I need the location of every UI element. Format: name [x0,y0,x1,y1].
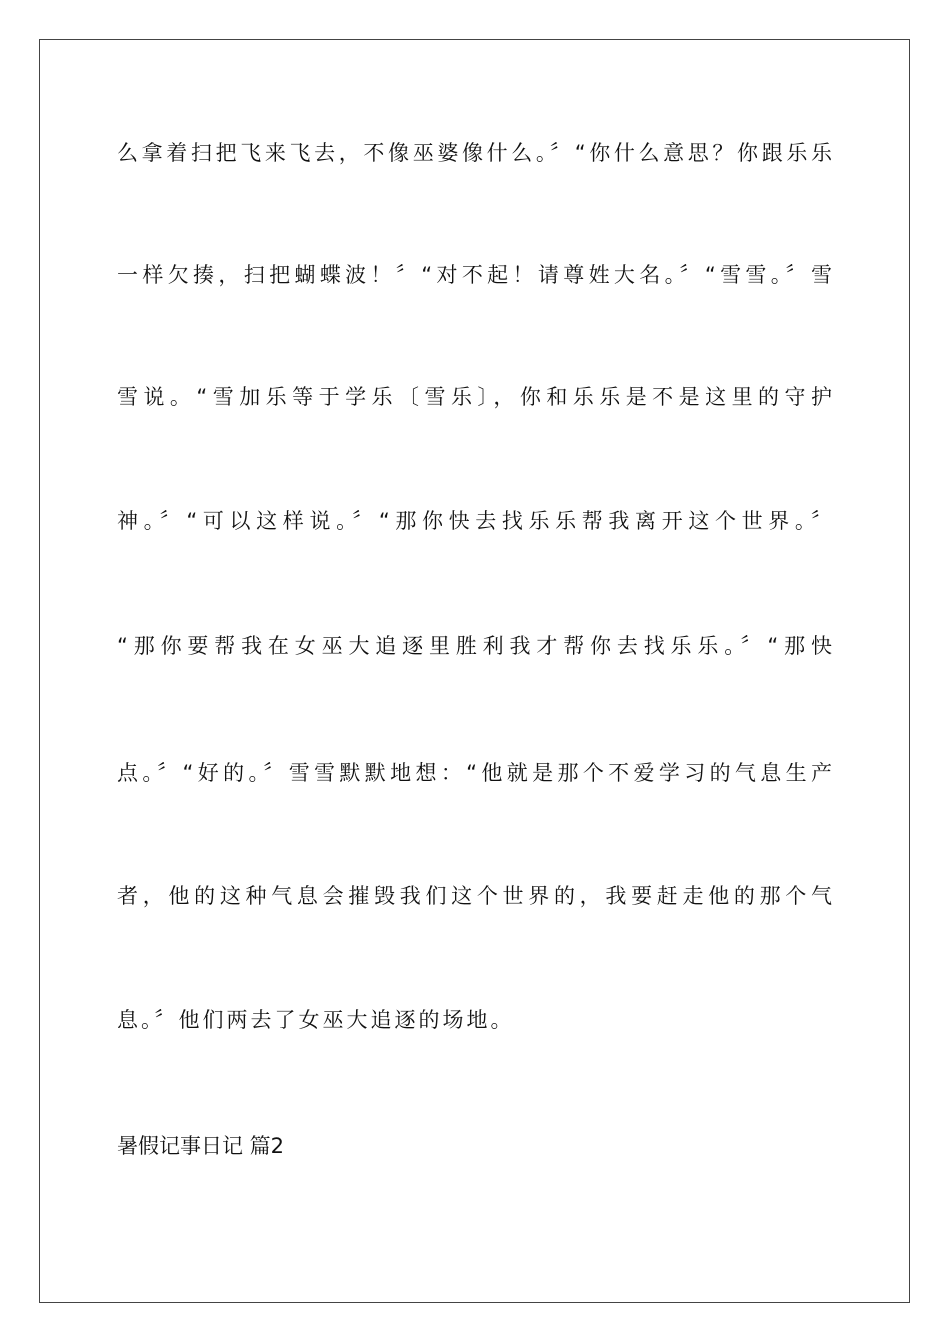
paragraph-line-6: 点。〞“好的。〞雪雪默默地想：“他就是那个不爱学习的气息生产 [117,761,833,785]
paragraph-line-5: “那你要帮我在女巫大追逐里胜利我才帮你去找乐乐。〞“那快 [117,634,833,658]
section-heading: 暑假记事日记 篇2 [117,1134,285,1158]
paragraph-line-1: 么拿着扫把飞来飞去，不像巫婆像什么。〞“你什么意思？你跟乐乐 [117,141,833,165]
paragraph-line-8: 息。〞他们两去了女巫大追逐的场地。 [117,1008,515,1032]
paragraph-line-4: 神。〞“可以这样说。〞“那你快去找乐乐帮我离开这个世界。〞 [117,509,833,533]
page-border [39,39,910,1303]
paragraph-line-3: 雪说。“雪加乐等于学乐〔雪乐〕，你和乐乐是不是这里的守护 [117,385,833,409]
paragraph-line-2: 一样欠揍，扫把蝴蝶波！〞“对不起！请尊姓大名。〞“雪雪。〞雪 [117,263,833,287]
paragraph-line-7: 者，他的这种气息会摧毁我们这个世界的，我要赶走他的那个气 [117,884,833,908]
